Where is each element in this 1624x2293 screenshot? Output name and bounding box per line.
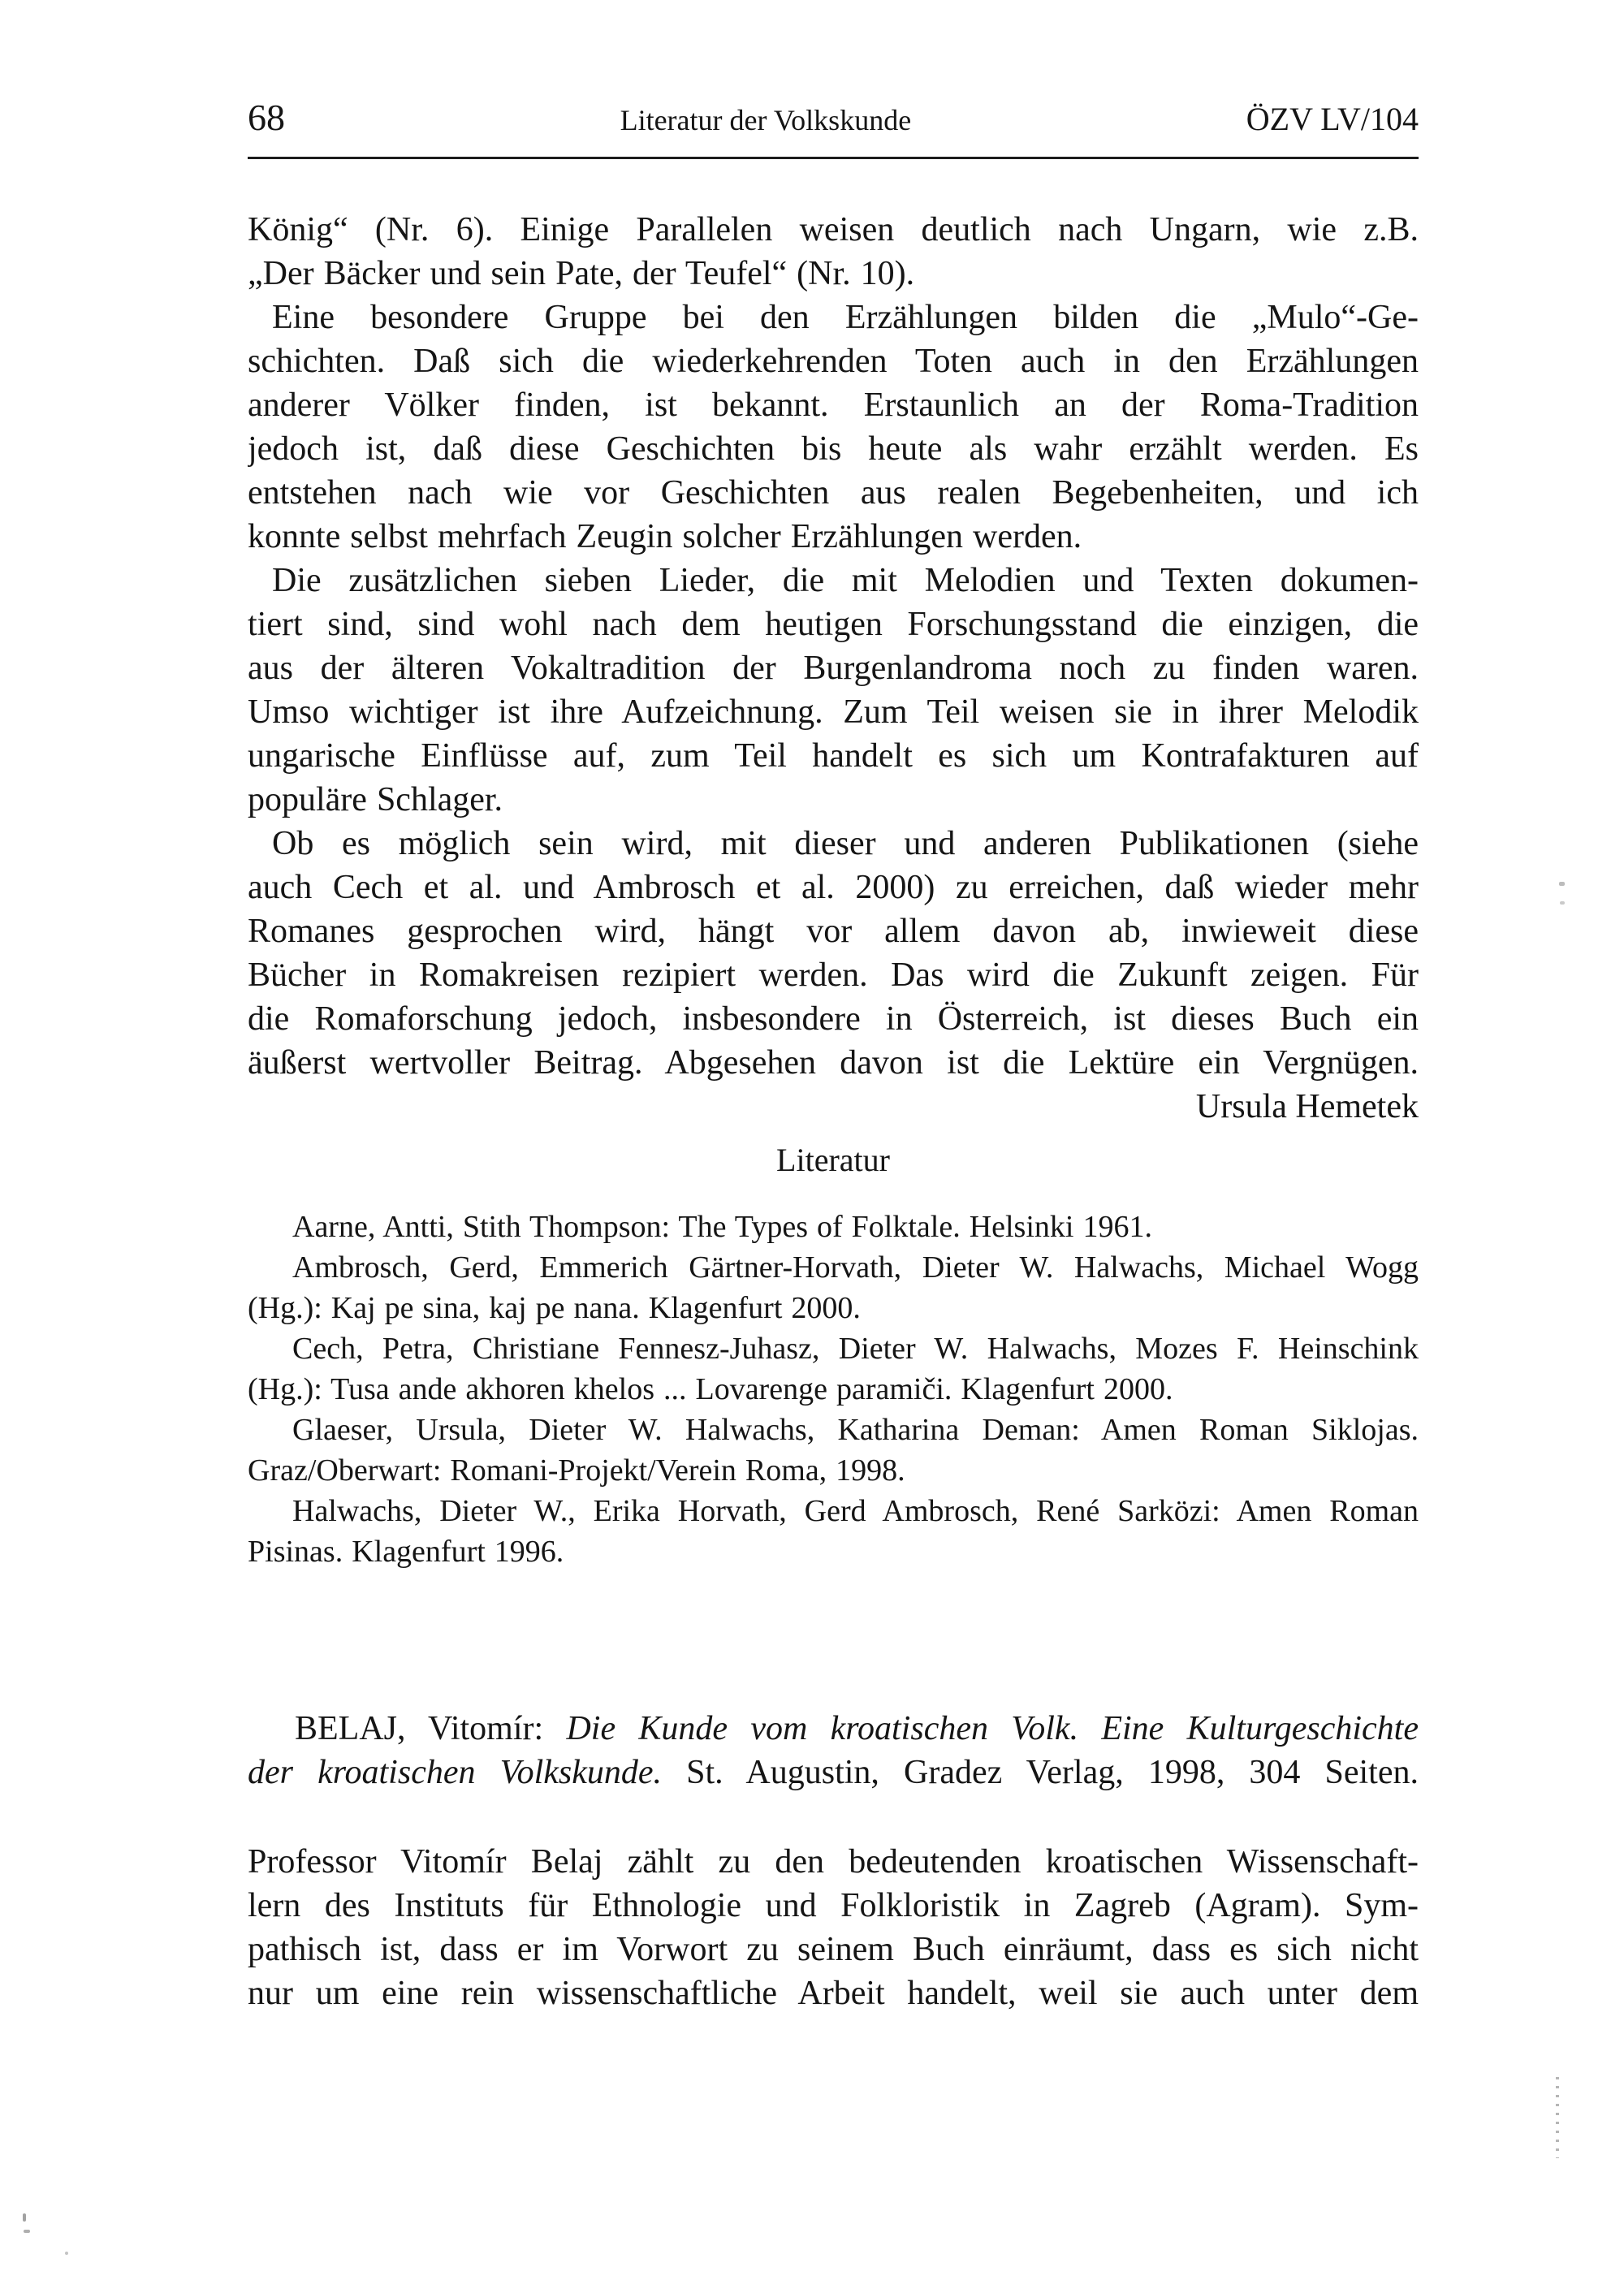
text-line: tiert sind, sind wohl nach dem heutigen Forschungsstand die einzigen, die (248, 606, 1419, 643)
text-line: Glaeser, Ursula, Dieter W. Halwachs, Katharina Deman: Amen Roman Siklojas. (292, 1413, 1419, 1447)
text-line: (Hg.): Kaj pe sina, kaj pe nana. Klagenfurt 2000. (248, 1291, 861, 1325)
text-line: entstehen nach wie vor Geschichten aus realen Begebenheiten, und ich (248, 474, 1419, 512)
text-line: ungarische Einflüsse auf, zum Teil handelt es sich um Kontrafakturen auf (248, 737, 1419, 775)
text-line: auch Cech et al. und Ambrosch et al. 2000) zu erreichen, daß wieder mehr (248, 869, 1419, 906)
text-line: König“ (Nr. 6). Einige Parallelen weisen deutlich nach Ungarn, wie z.B. (248, 211, 1419, 248)
text-line: äußerst wertvoller Beitrag. Abgesehen davon ist die Lektüre ein Vergnügen. (248, 1044, 1419, 1082)
italic-text-segment: der kroatischen Volkskunde. (248, 1754, 663, 1791)
scan-speck (1559, 882, 1565, 886)
text-line: Ambrosch, Gerd, Emmerich Gärtner-Horvath, Dieter W. Halwachs, Michael Wogg (292, 1250, 1419, 1285)
text-block (248, 0, 1419, 2015)
scan-dotted-line-artifact (1556, 2077, 1559, 2158)
text-line: konnte selbst mehrfach Zeugin solcher Erzählungen werden. (248, 518, 1082, 555)
page-header (248, 97, 1419, 138)
text-line: Graz/Oberwart: Romani-Projekt/Verein Roma, 1998. (248, 1453, 905, 1488)
text-line: lern des Instituts für Ethnologie und Folkloristik in Zagreb (Agram). Sym- (248, 1887, 1419, 1924)
text-line: jedoch ist, daß diese Geschichten bis heute als wahr erzählt werden. Es (248, 430, 1419, 468)
text-line: Die zusätzlichen sieben Lieder, die mit Melodien und Texten dokumen- (272, 562, 1419, 599)
scan-speck (24, 2230, 30, 2233)
book-review-heading (248, 1707, 1419, 1794)
page-number: 68 (248, 97, 285, 138)
literature-heading: Literatur (776, 1142, 890, 1178)
text-line: Pisinas. Klagenfurt 1996. (248, 1535, 564, 1569)
text-line: populäre Schlager. (248, 781, 503, 818)
text-line: Umso wichtiger ist ihre Aufzeichnung. Zum Teil weisen sie in ihrer Melodik (248, 693, 1419, 731)
review-paragraph (248, 1840, 1419, 2015)
scan-speck (65, 2252, 68, 2255)
reviewer-signature: Ursula Hemetek (1195, 1088, 1419, 1125)
text-line: (Hg.): Tusa ande akhoren khelos ... Lovarenge paramiči. Klagenfurt 2000. (248, 1372, 1173, 1406)
text-line: Cech, Petra, Christiane Fennesz-Juhasz, Dieter W. Halwachs, Mozes F. Heinschink (292, 1332, 1419, 1366)
text-segment: BELAJ, Vitomír: (295, 1710, 567, 1747)
italic-text-segment: Die Kunde vom kroatischen Volk. Eine Kulturgeschichte (566, 1710, 1419, 1747)
scan-speck (1560, 901, 1565, 905)
text-line (248, 1707, 1419, 1751)
scan-speck (23, 2213, 26, 2222)
text-line: Romanes gesprochen wird, hängt vor allem davon ab, inwieweit diese (248, 913, 1419, 950)
text-segment: St. Augustin, Gradez Verlag, 1998, 304 Seiten. (662, 1754, 1419, 1791)
review-body-text (248, 208, 1419, 1085)
text-line: aus der älteren Vokaltradition der Burgenlandroma noch zu finden waren. (248, 650, 1419, 687)
text-line: Halwachs, Dieter W., Erika Horvath, Gerd Ambrosch, René Sarközi: Amen Roman (292, 1494, 1419, 1528)
text-line: Bücher in Romakreisen rezipiert werden. Das wird die Zukunft zeigen. Für (248, 956, 1419, 994)
text-line: pathisch ist, dass er im Vorwort zu seinem Buch einräumt, dass es sich nicht (248, 1931, 1419, 1968)
text-line: Aarne, Antti, Stith Thompson: The Types of Folktale. Helsinki 1961. (292, 1210, 1152, 1244)
text-line: Ob es möglich sein wird, mit dieser und anderen Publikationen (siehe (272, 825, 1419, 862)
header-rule (248, 157, 1419, 159)
text-line: nur um eine rein wissenschaftliche Arbeit handelt, weil sie auch unter dem (248, 1975, 1419, 2012)
running-title: Literatur der Volkskunde (620, 104, 912, 136)
text-line: Eine besondere Gruppe bei den Erzählungen bilden die „Mulo“-Ge- (272, 299, 1419, 336)
text-line (248, 1751, 1419, 1794)
journal-ref: ÖZV LV/104 (1246, 101, 1419, 137)
text-line: Professor Vitomír Belaj zählt zu den bedeutenden kroatischen Wissenschaft- (248, 1843, 1419, 1881)
text-line: die Romaforschung jedoch, insbesondere in Österreich, ist dieses Buch ein (248, 1000, 1419, 1038)
text-line: schichten. Daß sich die wiederkehrenden Toten auch in den Erzählungen (248, 343, 1419, 380)
text-line: „Der Bäcker und sein Pate, der Teufel“ (Nr. 10). (248, 255, 915, 292)
text-line: anderer Völker finden, ist bekannt. Erstaunlich an der Roma-Tradition (248, 386, 1419, 424)
bibliography (248, 1207, 1419, 1572)
